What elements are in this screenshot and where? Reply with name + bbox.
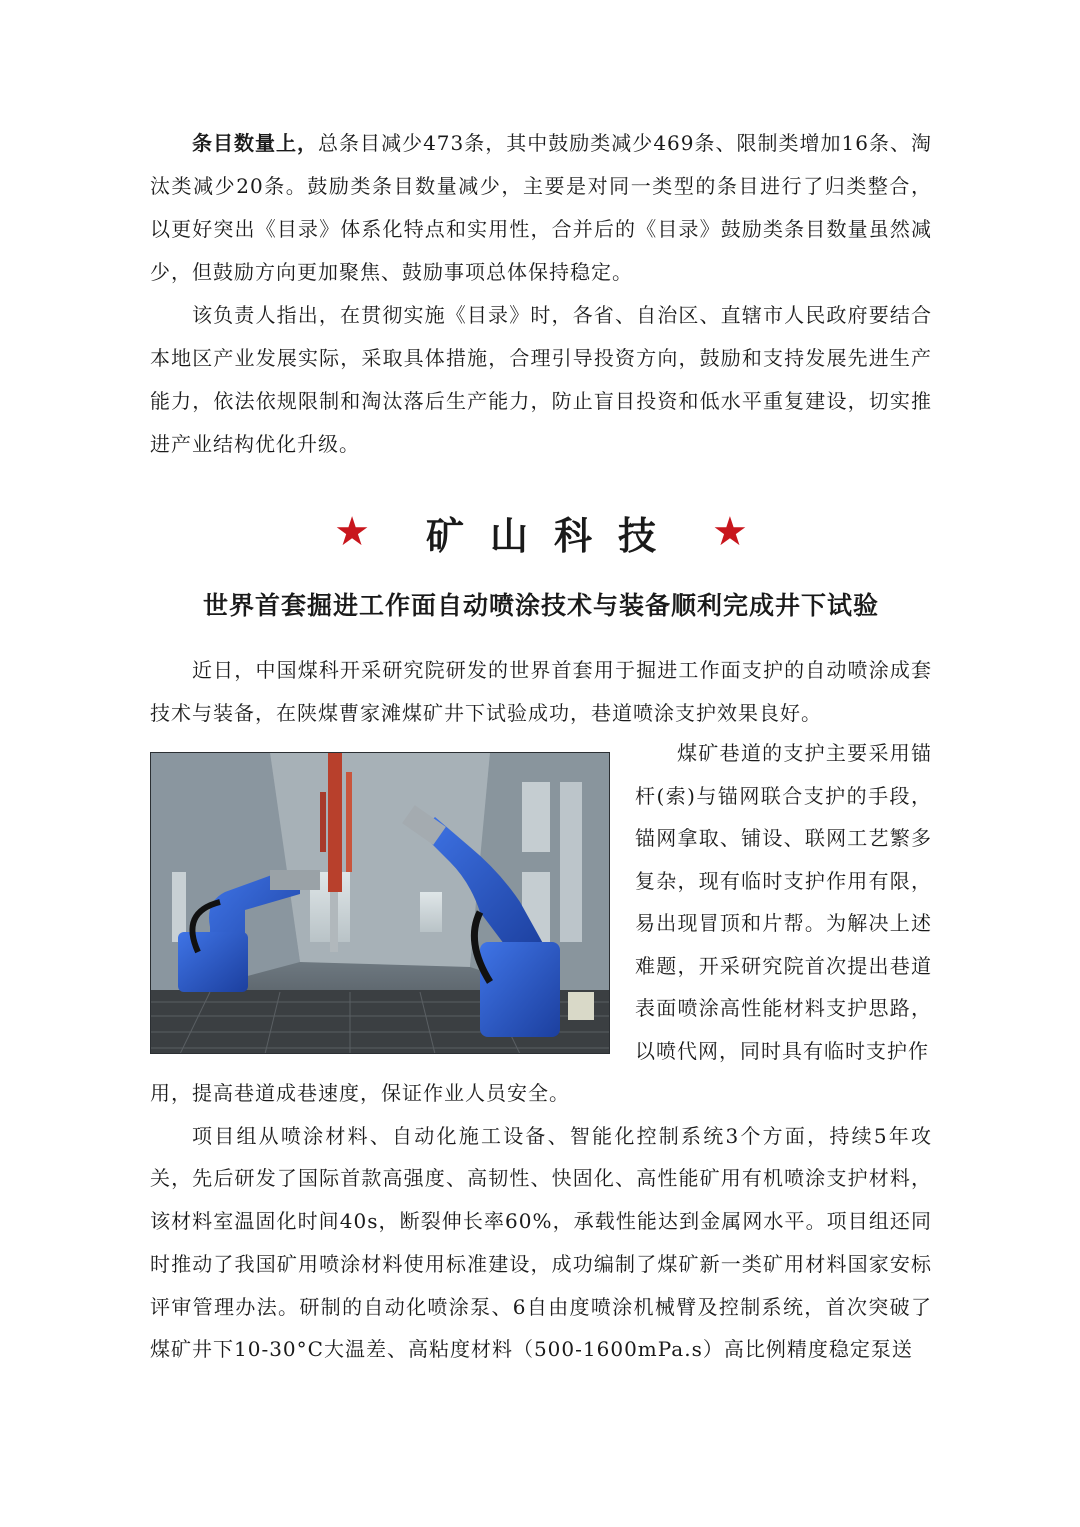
article-title: 世界首套掘进工作面自动喷涂技术与装备顺利完成井下试验 [202, 591, 879, 620]
document-page [150, 122, 933, 1362]
side-paragraph: 煤矿巷道的支护主要采用锚杆(索)与锚网联合支护的手段，锚网拿取、铺设、联网工艺繁多复杂，现有临时支护作用有限，易出现冒顶和片帮。为解决上述难题，开采研究院首次提出巷道表面喷涂高性能材料支护思路，以喷代网，同时具有临时支护作 [635, 741, 932, 1063]
section-heading [150, 502, 932, 562]
side-paragraph-continued: 用，提高巷道成巷速度，保证作业人员安全。 [150, 1081, 570, 1105]
star-icon: ★ [334, 509, 370, 555]
paragraph-body: 总条目减少473条，其中鼓励类减少469条、限制类增加16条、淘汰类减少20条。鼓励类条目数量减少，主要是对同一类型的条目进行了归类整合，以更好突出《目录》体系化特点和实用性，合并后的《目录》鼓励类条目数量虽然减少，但鼓励方向更加聚焦、鼓励事项总体保持稳定。 [150, 131, 933, 284]
robot-spray-booth-photo [150, 752, 610, 1054]
article-intro [150, 649, 932, 735]
article-body [150, 1072, 932, 1371]
paragraph-research: 项目组从喷涂材料、自动化施工设备、智能化控制系统3个方面，持续5年攻关，先后研发了国际首款高强度、高韧性、快固化、高性能矿用有机喷涂支护材料，该材料室温固化时间40s，断裂伸长率60%，承载性能达到金属网水平。项目组还同时推动了我国矿用喷涂材料使用标准建设，成功编制了煤矿新一类矿用材料国家安标评审管理办法。研制的自动化喷涂泵、6自由度喷涂机械臂及控制系统，首次突破了煤矿井下10-30°C大温差、高粘度材料（500-1600mPa.s）高比例精度稳定泵送 [150, 1123, 932, 1362]
paragraph-entry-count [150, 122, 932, 294]
star-icon: ★ [712, 509, 748, 555]
intro-paragraph: 近日，中国煤科开采研究院研发的世界首套用于掘进工作面支护的自动喷涂成套技术与装备，在陕煤曹家滩煤矿井下试验成功，巷道喷涂支护效果良好。 [150, 658, 932, 725]
paragraph-lead: 条目数量上， [192, 131, 319, 155]
section-title: 矿山科技 [425, 512, 682, 558]
paragraph-implementation: 该负责人指出，在贯彻实施《目录》时，各省、自治区、直辖市人民政府要结合本地区产业发展实际，采取具体措施，合理引导投资方向，鼓励和支持发展先进生产能力，依法依规限制和淘汰落后生产能力，防止盲目投资和低水平重复建设，切实推进产业结构优化升级。 [150, 303, 932, 456]
article-side-text [635, 732, 932, 1072]
